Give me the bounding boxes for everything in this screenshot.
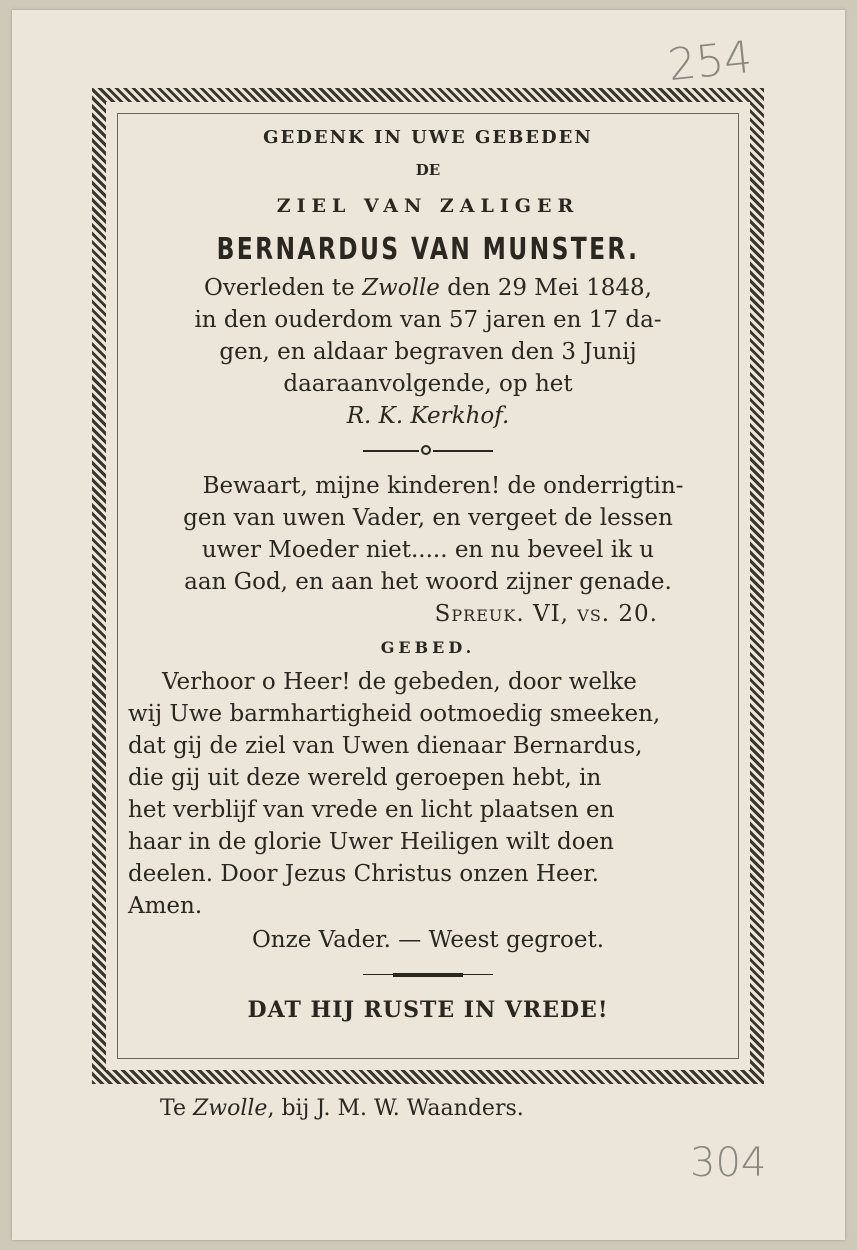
prayer-line: wij Uwe barmhartigheid ootmoedig smeeken, (128, 701, 661, 727)
verse-line: uwer Moeder niet..... en nu beveel ik u (201, 537, 655, 563)
bio-line: in den ouderdom van 57 jaren en 17 da- (194, 307, 662, 333)
bio-line: gen, en aldaar begraven den 3 Junij (219, 339, 637, 365)
prayer-line: Amen. (128, 893, 203, 919)
prayer-line: Verhoor o Heer! de gebeden, door welke (162, 669, 637, 695)
prayer-line: haar in de glorie Uwer Heiligen wilt doen (128, 829, 614, 855)
header-line-1: GEDENK IN UWE GEBEDEN (263, 127, 593, 148)
pencil-number-top: 254 (665, 31, 755, 92)
verse-line: aan God, en aan het woord zijner genade. (184, 569, 672, 595)
bio-line: daaraanvolgende, op het (283, 371, 573, 397)
prayer-line: het verblijf van vrede en licht plaatsen en (128, 797, 615, 823)
bio-line: R. K. Kerkhof. (346, 403, 510, 429)
deceased-name: BERNARDUS VAN MUNSTER. (216, 232, 640, 267)
bio-block (128, 272, 728, 432)
header-line-2: DE (415, 161, 441, 179)
prayer-title: GEBED. (380, 638, 476, 657)
closing-line: Onze Vader. — Weest gegroet. (251, 927, 605, 953)
prayer-line: dat gij de ziel van Uwen dienaar Bernardus, (128, 733, 643, 759)
printer-imprint: Te Zwolle, bij J. M. W. Waanders. (160, 1096, 524, 1121)
verse-reference: Spreuk. VI, vs. 20. (434, 601, 658, 627)
final-line: DAT HIJ RUSTE IN VREDE! (247, 997, 609, 1023)
prayer-block (128, 666, 728, 922)
ornament-divider-1 (363, 442, 493, 460)
prayer-line: die gij uit deze wereld geroepen hebt, in (128, 765, 602, 791)
ornament-divider-2 (363, 966, 493, 984)
prayer-line: deelen. Door Jezus Christus onzen Heer. (128, 861, 599, 887)
verse-line: gen van uwen Vader, en vergeet de lessen (183, 505, 673, 531)
bio-line: Overleden te Zwolle den 29 Mei 1848, (204, 275, 652, 301)
header-line-3: ZIEL VAN ZALIGER (276, 195, 580, 217)
verse-block (128, 470, 728, 630)
pencil-number-bottom: 304 (690, 1140, 767, 1186)
card-text (128, 120, 728, 1026)
verse-line: Bewaart, mijne kinderen! de onderrigtin- (202, 473, 684, 499)
